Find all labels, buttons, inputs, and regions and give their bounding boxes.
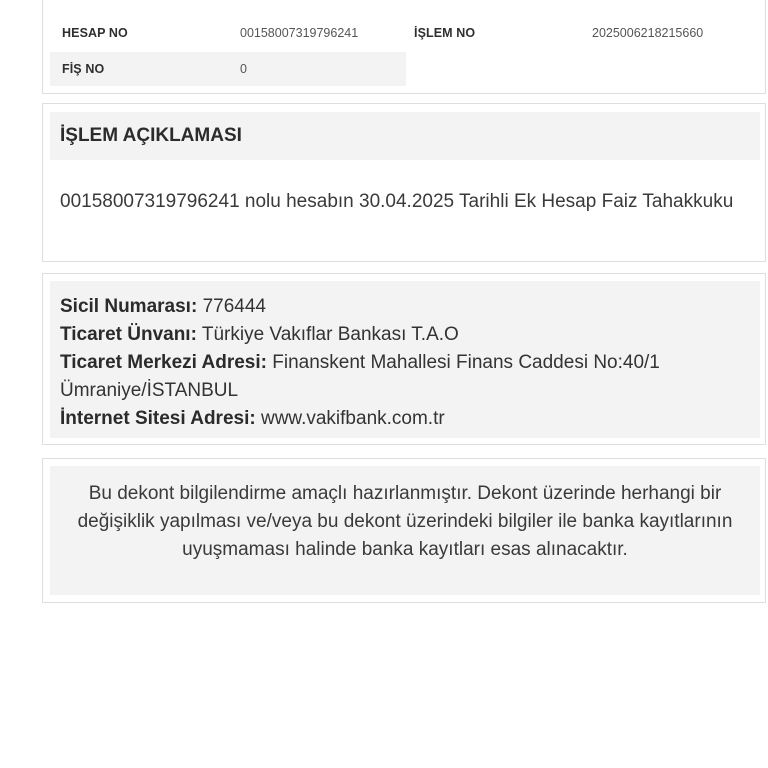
trade-name-label: Ticaret Ünvanı: <box>60 324 197 345</box>
disclaimer-text: Bu dekont bilgilendirme amaçlı hazırlanmıştır. Dekont üzerinde herhangi bir değişiklik yapılması ve/veya bu dekont üzerindeki bilgiler ile banka kayıtlarının uyuşmaması halinde banka kayıtları esas alınacaktır. <box>77 483 733 560</box>
disclaimer-card <box>42 458 766 603</box>
description-card <box>42 103 766 262</box>
hq-address-line <box>60 349 740 405</box>
description-header <box>50 112 760 160</box>
hq-address-label: Ticaret Merkezi Adresi: <box>60 352 267 373</box>
registry-label: Sicil Numarası: <box>60 296 198 317</box>
bank-info-lines <box>60 293 740 433</box>
website-value: www.vakifbank.com.tr <box>260 408 445 429</box>
receipt-number-label: FİŞ NO <box>62 62 105 76</box>
transaction-details-card <box>42 0 766 94</box>
account-number-value: 00158007319796241 <box>240 26 359 40</box>
transaction-number-cell <box>406 16 760 50</box>
transaction-number-label: İŞLEM NO <box>414 26 476 40</box>
account-number-label: HESAP NO <box>62 26 128 40</box>
trade-name-line <box>60 321 740 349</box>
registry-value: 776444 <box>202 296 266 317</box>
registry-line <box>60 293 740 321</box>
receipt-number-value: 0 <box>240 62 247 76</box>
account-number-cell <box>50 16 406 50</box>
receipt-number-cell <box>50 52 406 86</box>
website-line <box>60 405 740 433</box>
website-label: İnternet Sitesi Adresi: <box>60 408 256 429</box>
description-text: 00158007319796241 nolu hesabın 30.04.2025 Tarihli Ek Hesap Faiz Tahakkuku <box>60 191 734 212</box>
description-title: İŞLEM AÇIKLAMASI <box>60 125 242 146</box>
hq-address-value: Finanskent Mahallesi Finans Caddesi No:40/1 Ümraniye/İSTANBUL <box>60 352 660 401</box>
bank-info-box <box>50 281 760 438</box>
bank-info-card <box>42 273 766 445</box>
trade-name-value: Türkiye Vakıflar Bankası T.A.O <box>201 324 459 345</box>
disclaimer-box <box>50 466 760 595</box>
transaction-number-value: 2025006218215660 <box>592 26 704 40</box>
